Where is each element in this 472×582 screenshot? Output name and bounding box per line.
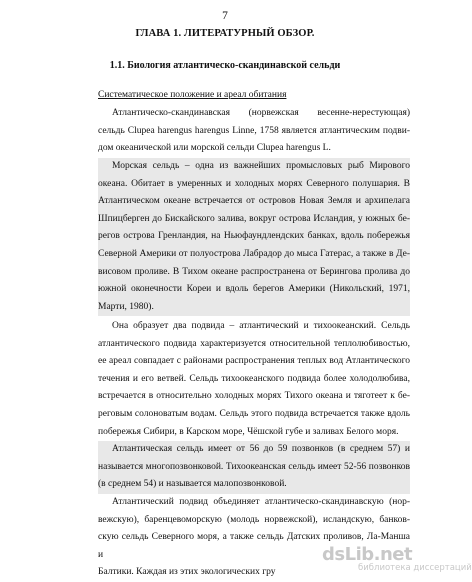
section-title: 1.1. Биология атлантическо-скандинавской сельди [109,60,341,71]
text-line: реговым солоноватым водам. Сельдь этого подвида встречается также вдоль [98,408,410,419]
subsection-title: Систематическое положение и ареал обитания [98,90,287,100]
text-line: Северной Америки от полуострова Лабрадор до мыса Гатерас, а также в Де- [98,248,410,259]
text-line: Марти, 1980). [98,301,154,312]
subsection-block [98,87,410,105]
text-line: дом океанической или морской сельди Clupea harengus L. [98,143,331,154]
text-line: Атлантический подвид объединяет атлантическо-скандинавскую (нор- [112,497,410,507]
text-line: (в среднем 54) и называется малопозвонковой. [98,479,287,490]
text-line: висовом проливе. В Тихом океане распространена от Берингова пролива до [98,266,410,277]
text-line: южной оконечности Кореи и вдоль берегов Америки (Никольский, 1971, [98,284,410,295]
text-line: Атлантическая сельдь имеет от 56 до 59 позвонков (в среднем 57) и [112,444,410,454]
paragraph-1 [98,105,410,158]
text-line: Атлантическо-скандинавская (норвежская весенне-нерестующая) [112,108,410,118]
text-line: вежскую), баренцевоморскую (молодь норвежской), исландскую, банков- [98,514,410,525]
watermark [322,544,472,573]
paragraph-3 [98,318,410,441]
text-line: ее ареал совпадает с районами распространения теплых вод Атлантического [98,356,410,367]
watermark-tagline: библиотека диссертаций [358,563,472,573]
text-line: Балтики. Каждая из этих экологических гру [98,567,276,578]
text-line: встречается в относительно холодных морях Тихого океана и тяготеет к бе- [98,391,410,402]
paragraph-4 [98,441,410,494]
text-line: Атлантическом океане встречается от островов Новая Земля и архипелага [98,196,410,207]
paragraph-2 [98,158,410,316]
text-line: регов острова Гренландия, на Ньюфаундлендских банках, вдоль побережья [98,231,410,242]
text-line: Морская сельдь – одна из важнейших промысловых рыб Мирового [112,161,410,171]
text-line: побережья Сибири, в Карском море, Чёшской губе и заливах Белого моря. [98,426,399,437]
text-line: атлантического подвида характеризуется относительной теплолюбивостью, [98,338,410,349]
text-line: Шпицберген до Бискайского залива, вокруг острова Исландия, у южных бе- [98,213,410,224]
text-line: скую сельдь Северного моря, а также сельдь Датских проливов, Ла-Манша и [98,532,410,560]
text-line: сельдь Clupea harengus harengus Linne, 1758 является атлантическим подви- [98,125,410,136]
page-number: 7 [222,10,228,22]
text-line: Она образует два подвида – атлантический и тихоокеанский. Сельдь [112,321,410,331]
text-line: океана. Обитает в умеренных и холодных морях Северного полушария. В [98,178,410,189]
text-line: называется многопозвонковой. Тихоокеанская сельдь имеет 52-56 позвонков [98,461,410,472]
text-line: течения и его ветвей. Сельдь тихоокеанского подвида более холодолюбива, [98,373,410,384]
chapter-title: ГЛАВА 1. ЛИТЕРАТУРНЫЙ ОБЗОР. [135,28,315,39]
watermark-logo: dsLib.net [322,544,413,565]
